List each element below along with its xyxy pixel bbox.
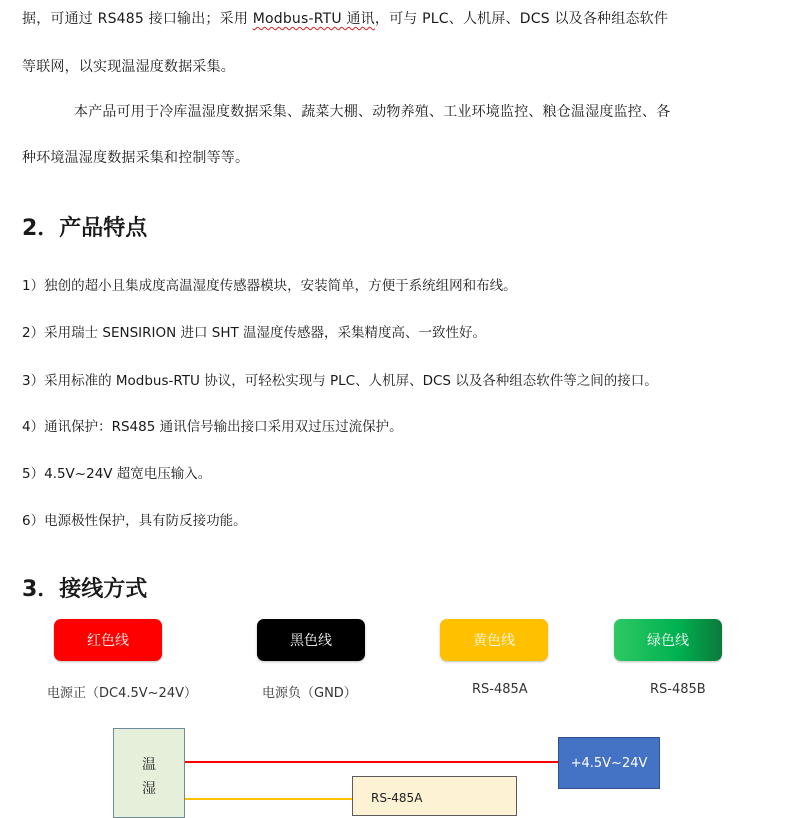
- yellow-wire-box: [440, 619, 548, 661]
- modbus-rtu-term: Modbus-RTU 通讯: [252, 11, 375, 27]
- power-supply-box: [558, 737, 660, 789]
- feature-item-5: 5）4.5V~24V 超宽电压输入。: [22, 466, 212, 482]
- intro-line-1-c: ，可与 PLC、人机屏、DCS 以及各种组态软件: [374, 11, 669, 27]
- intro-line-2: 等联网，以实现温湿度数据采集。: [22, 59, 235, 75]
- feature-item-1: 1）独创的超小且集成度高温湿度传感器模块，安装简单，方便于系统组网和布线。: [22, 278, 517, 294]
- yellow-wire-desc: RS-485A: [472, 682, 528, 697]
- black-wire-desc: 电源负（GND）: [262, 686, 357, 701]
- rs485-converter-box: [352, 776, 517, 816]
- red-wire-box: [54, 619, 162, 661]
- black-wire-label: 黑色线: [290, 633, 332, 649]
- feature-item-3: 3）采用标准的 Modbus-RTU 协议，可轻松实现与 PLC、人机屏、DCS 以及各种组态软件等之间的接口。: [22, 373, 658, 389]
- intro-line-3: 本产品可用于冷库温湿度数据采集、蔬菜大棚、动物养殖、工业环境监控、粮仓温湿度监控、各: [74, 104, 671, 120]
- feature-item-2: 2）采用瑞士 SENSIRION 进口 SHT 温湿度传感器，采集精度高、一致性好。: [22, 325, 487, 341]
- green-wire-box: [614, 619, 722, 661]
- rs485-converter-label: RS-485A: [371, 791, 423, 805]
- intro-line-4: 种环境温湿度数据采集和控制等等。: [22, 150, 250, 166]
- black-wire-box: [257, 619, 365, 661]
- sensor-label-char-2: 湿: [142, 781, 156, 797]
- intro-line-1: [22, 8, 668, 28]
- feature-item-6: 6）电源极性保护，具有防反接功能。: [22, 513, 247, 529]
- sensor-label-char-1: 温: [142, 757, 156, 773]
- red-wire-label: 红色线: [87, 633, 129, 649]
- section-3-title: 3．接线方式: [22, 577, 148, 602]
- green-wire-label: 绿色线: [647, 633, 689, 649]
- power-supply-label: +4.5V~24V: [570, 755, 648, 771]
- section-2-title: 2．产品特点: [22, 216, 148, 241]
- feature-item-4: 4）通讯保护：RS485 通讯信号输出接口采用双过压过流保护。: [22, 419, 403, 435]
- green-wire-desc: RS-485B: [650, 682, 706, 697]
- red-wire-desc: 电源正（DC4.5V~24V）: [47, 686, 197, 701]
- intro-line-1-a: 据，可通过 RS485 接口输出；采用: [22, 11, 253, 27]
- yellow-wire-label: 黄色线: [473, 633, 515, 649]
